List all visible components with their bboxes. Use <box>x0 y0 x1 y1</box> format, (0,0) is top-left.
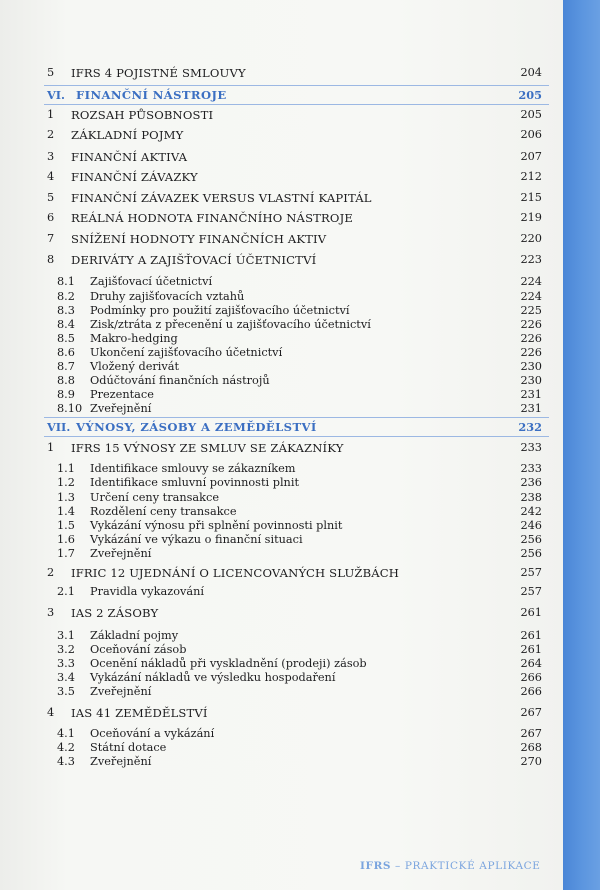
toc-page-number: 226 <box>520 346 542 359</box>
toc-page-number: 212 <box>520 170 542 183</box>
toc-page-number: 261 <box>520 606 542 619</box>
toc-page-number: 256 <box>520 533 542 546</box>
footer-separator: – <box>395 860 401 872</box>
blue-edge-stripe <box>563 0 600 890</box>
toc-sub-row[interactable] <box>0 546 563 562</box>
toc-title: Druhy zajišťovacích vztahů <box>90 290 245 303</box>
toc-title: IFRS 4 POJISTNÉ SMLOUVY <box>71 66 246 80</box>
toc-number: 7 <box>47 232 55 245</box>
toc-page-number: 215 <box>520 191 542 204</box>
toc-title: Pravidla vykazování <box>90 585 205 598</box>
toc-section-row[interactable] <box>0 705 563 721</box>
toc-number: 4 <box>47 170 55 183</box>
toc-section-row[interactable] <box>0 169 563 185</box>
toc-number: 1.1 <box>57 462 75 475</box>
toc-number: 8.10 <box>57 402 83 415</box>
toc-number: 8.2 <box>57 290 75 303</box>
toc-part-row[interactable] <box>0 419 563 435</box>
toc-title: FINANČNÍ ZÁVAZKY <box>71 170 198 184</box>
toc-number: 8.9 <box>57 388 75 401</box>
toc-page-number: 233 <box>520 441 542 454</box>
toc-title: Vykázání nákladů ve výsledku hospodaření <box>90 671 336 684</box>
toc-page-number: 261 <box>520 643 542 656</box>
toc-page-number: 270 <box>520 755 542 768</box>
toc-title: IFRS 15 VÝNOSY ZE SMLUV SE ZÁKAZNÍKY <box>71 441 344 455</box>
toc-page-number: 230 <box>520 374 542 387</box>
part-divider-bottom <box>44 436 549 437</box>
toc-page-number: 266 <box>520 671 542 684</box>
toc-page-number: 267 <box>520 706 542 719</box>
toc-page-number: 224 <box>520 290 542 303</box>
toc-page-number: 232 <box>518 420 542 434</box>
toc-title: Ukončení zajišťovacího účetnictví <box>90 346 283 359</box>
toc-sub-row[interactable] <box>0 475 563 491</box>
toc-page-number: 264 <box>520 657 542 670</box>
toc-title: FINANČNÍ AKTIVA <box>71 150 188 164</box>
toc-title: IFRIC 12 UJEDNÁNÍ O LICENCOVANÝCH SLUŽBÁCH <box>71 566 400 580</box>
toc-number: 8.5 <box>57 332 75 345</box>
toc-number: 1 <box>47 108 55 121</box>
toc-section-row[interactable] <box>0 605 563 621</box>
toc-page-number: 205 <box>520 108 542 121</box>
toc-title: ROZSAH PŮSOBNOSTI <box>71 108 214 122</box>
toc-number: 4.3 <box>57 755 75 768</box>
part-divider-top <box>44 85 549 86</box>
toc-section-row[interactable] <box>0 127 563 143</box>
toc-page-number: 231 <box>520 388 542 401</box>
toc-section-row[interactable] <box>0 210 563 226</box>
toc-number: 4.1 <box>57 727 75 740</box>
toc-title: IAS 41 ZEMĚDĚLSTVÍ <box>71 706 208 720</box>
toc-number: 8.8 <box>57 374 75 387</box>
toc-number: 3.5 <box>57 685 75 698</box>
toc-number: 1 <box>47 441 55 454</box>
toc-title: Identifikace smlouvy se zákazníkem <box>90 462 296 475</box>
toc-page-number: 226 <box>520 332 542 345</box>
toc-number: 5 <box>47 191 55 204</box>
toc-page-number: 267 <box>520 727 542 740</box>
toc-number: 8.1 <box>57 275 75 288</box>
toc-title: Zisk/ztráta z přecenění u zajišťovacího účetnictví <box>90 318 371 331</box>
page-footer <box>360 860 541 872</box>
toc-page-number: 242 <box>520 505 542 518</box>
toc-page-number: 207 <box>520 150 542 163</box>
toc-title: Prezentace <box>90 388 154 401</box>
toc-number: 1.7 <box>57 547 75 560</box>
toc-number: 2 <box>47 566 55 579</box>
toc-page-number: 231 <box>520 402 542 415</box>
toc-title: VÝNOSY, ZÁSOBY A ZEMĚDĚLSTVÍ <box>76 420 317 434</box>
toc-title: Zajišťovací účetnictví <box>90 275 213 288</box>
toc-number: 2 <box>47 128 55 141</box>
toc-page-number: 204 <box>520 66 542 79</box>
toc-number: 1.2 <box>57 476 75 489</box>
toc-number: 3.1 <box>57 629 75 642</box>
toc-number: VI. <box>47 88 65 102</box>
toc-page-number: 225 <box>520 304 542 317</box>
toc-page-number: 220 <box>520 232 542 245</box>
toc-number: 5 <box>47 66 55 79</box>
toc-title: Podmínky pro použití zajišťovacího účetnictví <box>90 304 350 317</box>
toc-page-number: 266 <box>520 685 542 698</box>
toc-title: FINANČNÍ NÁSTROJE <box>76 88 227 102</box>
toc-section-row[interactable] <box>0 107 563 123</box>
toc-title: Ocenění nákladů při vyskladnění (prodeji) zásob <box>90 657 367 670</box>
toc-page-number: 233 <box>520 462 542 475</box>
toc-page-number: 223 <box>520 253 542 266</box>
toc-sub-row[interactable] <box>0 274 563 290</box>
toc-number: 3.3 <box>57 657 75 670</box>
toc-number: 4.2 <box>57 741 75 754</box>
toc-number: VII. <box>47 420 71 434</box>
toc-sub-row[interactable] <box>0 401 563 417</box>
toc-page-number: 257 <box>520 585 542 598</box>
toc-title: Státní dotace <box>90 741 167 754</box>
toc-section-row[interactable] <box>0 190 563 206</box>
part-divider-top <box>44 417 549 418</box>
toc-page-number: 261 <box>520 629 542 642</box>
toc-section-row[interactable] <box>0 565 563 581</box>
toc-sub-row[interactable] <box>0 584 563 600</box>
toc-number: 1.3 <box>57 491 75 504</box>
toc-title: Vykázání ve výkazu o finanční situaci <box>90 533 303 546</box>
footer-brand: IFRS <box>360 860 392 872</box>
toc-page-number: 205 <box>518 88 542 102</box>
toc-title: Odúčtování finančních nástrojů <box>90 374 270 387</box>
toc-title: IAS 2 ZÁSOBY <box>71 606 159 620</box>
toc-number: 8.4 <box>57 318 75 331</box>
toc-number: 3 <box>47 150 55 163</box>
toc-number: 1.6 <box>57 533 75 546</box>
toc-title: Oceňování zásob <box>90 643 187 656</box>
toc-title: REÁLNÁ HODNOTA FINANČNÍHO NÁSTROJE <box>71 211 354 225</box>
toc-page-number: 230 <box>520 360 542 373</box>
toc-number: 8 <box>47 253 55 266</box>
toc-title: Makro-hedging <box>90 332 178 345</box>
toc-sub-row[interactable] <box>0 754 563 770</box>
toc-number: 4 <box>47 706 55 719</box>
toc-section-row[interactable] <box>0 252 563 268</box>
toc-page-number: 257 <box>520 566 542 579</box>
toc-number: 1.4 <box>57 505 75 518</box>
toc-section-row[interactable] <box>0 231 563 247</box>
toc-section-row[interactable] <box>0 149 563 165</box>
toc-title: DERIVÁTY A ZAJIŠŤOVACÍ ÚČETNICTVÍ <box>71 253 317 267</box>
toc-number: 6 <box>47 211 55 224</box>
toc-number: 2.1 <box>57 585 75 598</box>
toc-page-number: 256 <box>520 547 542 560</box>
toc-number: 8.3 <box>57 304 75 317</box>
toc-title: Rozdělení ceny transakce <box>90 505 237 518</box>
toc-title: Určení ceny transakce <box>90 491 220 504</box>
toc-title: Zveřejnění <box>90 547 152 560</box>
toc-page-number: 219 <box>520 211 542 224</box>
toc-title: SNÍŽENÍ HODNOTY FINANČNÍCH AKTIV <box>71 232 327 246</box>
toc-title: Oceňování a vykázání <box>90 727 215 740</box>
toc-page-number: 246 <box>520 519 542 532</box>
toc-title: FINANČNÍ ZÁVAZEK VERSUS VLASTNÍ KAPITÁL <box>71 191 372 205</box>
toc-title: ZÁKLADNÍ POJMY <box>71 128 184 142</box>
toc-number: 3.2 <box>57 643 75 656</box>
toc-number: 8.6 <box>57 346 75 359</box>
toc-number: 3 <box>47 606 55 619</box>
toc-title: Základní pojmy <box>90 629 179 642</box>
toc-title: Vložený derivát <box>90 360 180 373</box>
toc-section-row[interactable] <box>0 440 563 456</box>
toc-page-number: 268 <box>520 741 542 754</box>
toc-page-number: 236 <box>520 476 542 489</box>
toc-page-number: 238 <box>520 491 542 504</box>
toc-page-number: 206 <box>520 128 542 141</box>
toc-title: Vykázání výnosu při splnění povinnosti plnit <box>90 519 343 532</box>
toc-number: 1.5 <box>57 519 75 532</box>
toc-section-row[interactable] <box>0 65 563 81</box>
toc-title: Zveřejnění <box>90 402 152 415</box>
toc-part-row[interactable] <box>0 87 563 103</box>
toc-number: 3.4 <box>57 671 75 684</box>
toc-page-number: 226 <box>520 318 542 331</box>
toc-page-number: 224 <box>520 275 542 288</box>
toc-title: Zveřejnění <box>90 755 152 768</box>
toc-number: 8.7 <box>57 360 75 373</box>
toc-title: Zveřejnění <box>90 685 152 698</box>
toc-title: Identifikace smluvní povinnosti plnit <box>90 476 299 489</box>
toc-sub-row[interactable] <box>0 684 563 700</box>
part-divider-bottom <box>44 104 549 105</box>
footer-subtitle: PRAKTICKÉ APLIKACE <box>404 860 541 872</box>
